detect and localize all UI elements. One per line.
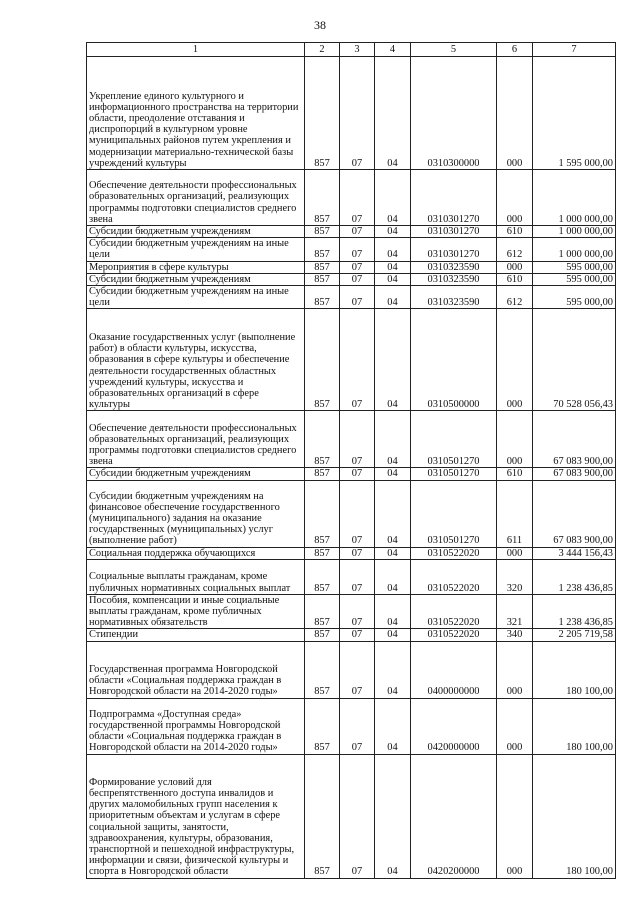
cell-target-article: 0310522020 (411, 559, 497, 594)
cell-subsection-code: 04 (375, 238, 411, 261)
cell-target-article: 0310522020 (411, 629, 497, 641)
cell-amount: 1 000 000,00 (533, 226, 616, 238)
column-header: 1 (87, 43, 305, 57)
row-name: Социальные выплаты гражданам, кроме публичных нормативных социальных выплат (87, 559, 305, 594)
cell-section-code: 07 (340, 411, 375, 468)
cell-amount: 70 528 056,43 (533, 309, 616, 411)
cell-ministry-code: 857 (305, 170, 340, 226)
cell-subsection-code: 04 (375, 411, 411, 468)
table-row (87, 698, 616, 754)
cell-expense-type: 321 (497, 594, 533, 629)
column-header: 7 (533, 43, 616, 57)
cell-expense-type: 000 (497, 411, 533, 468)
cell-expense-type: 000 (497, 641, 533, 698)
cell-ministry-code: 857 (305, 594, 340, 629)
row-name: Субсидии бюджетным учреждениям (87, 468, 305, 480)
cell-section-code: 07 (340, 629, 375, 641)
cell-subsection-code: 04 (375, 641, 411, 698)
row-name: Подпрограмма «Доступная среда» государственной программы Новгородской области «Социальная поддержка граждан в Новгородской области на 2014-2020 годы» (87, 698, 305, 754)
cell-subsection-code: 04 (375, 286, 411, 309)
cell-expense-type: 340 (497, 629, 533, 641)
cell-subsection-code: 04 (375, 170, 411, 226)
cell-target-article: 0310501270 (411, 468, 497, 480)
row-name: Стипендии (87, 629, 305, 641)
cell-expense-type: 610 (497, 468, 533, 480)
cell-ministry-code: 857 (305, 238, 340, 261)
table-row (87, 411, 616, 468)
cell-amount: 595 000,00 (533, 273, 616, 285)
table-row (87, 170, 616, 226)
cell-target-article: 0310301270 (411, 226, 497, 238)
cell-section-code: 07 (340, 57, 375, 170)
cell-ministry-code: 857 (305, 468, 340, 480)
cell-amount: 595 000,00 (533, 286, 616, 309)
cell-section-code: 07 (340, 468, 375, 480)
cell-amount: 180 100,00 (533, 698, 616, 754)
table-row (87, 754, 616, 878)
table-row (87, 57, 616, 170)
cell-expense-type: 000 (497, 261, 533, 273)
cell-subsection-code: 04 (375, 57, 411, 170)
table-row (87, 468, 616, 480)
row-name: Обеспечение деятельности профессиональных образовательных организаций, реализующих программы подготовки специалистов среднего звена (87, 170, 305, 226)
row-name: Формирование условий для беспрепятственного доступа инвалидов и других маломобильных групп населения к приоритетным объектам и услугам в сфере социальной защиты, занятости, здравоохранения, культуры, образования, транспортной и пешеходной инфраструктуры, информации и связи, физической культуры и спорта в Новгородской области (87, 754, 305, 878)
cell-ministry-code: 857 (305, 480, 340, 547)
cell-target-article: 0310501270 (411, 411, 497, 468)
table-row (87, 629, 616, 641)
cell-expense-type: 000 (497, 57, 533, 170)
cell-amount: 1 238 436,85 (533, 594, 616, 629)
cell-section-code: 07 (340, 480, 375, 547)
cell-section-code: 07 (340, 170, 375, 226)
cell-ministry-code: 857 (305, 547, 340, 559)
table-row (87, 480, 616, 547)
row-name: Субсидии бюджетным учреждениям (87, 226, 305, 238)
table-row (87, 238, 616, 261)
table-row (87, 286, 616, 309)
table-row (87, 641, 616, 698)
cell-section-code: 07 (340, 286, 375, 309)
cell-ministry-code: 857 (305, 641, 340, 698)
row-name: Субсидии бюджетным учреждениям на иные цели (87, 238, 305, 261)
table-row (87, 226, 616, 238)
cell-ministry-code: 857 (305, 226, 340, 238)
cell-ministry-code: 857 (305, 629, 340, 641)
cell-amount: 3 444 156,43 (533, 547, 616, 559)
table-row (87, 309, 616, 411)
row-name: Субсидии бюджетным учреждениям на иные цели (87, 286, 305, 309)
cell-expense-type: 000 (497, 309, 533, 411)
cell-subsection-code: 04 (375, 629, 411, 641)
cell-section-code: 07 (340, 594, 375, 629)
cell-section-code: 07 (340, 238, 375, 261)
cell-section-code: 07 (340, 698, 375, 754)
cell-section-code: 07 (340, 226, 375, 238)
cell-amount: 2 205 719,58 (533, 629, 616, 641)
cell-target-article: 0310522020 (411, 594, 497, 629)
row-name: Субсидии бюджетным учреждениям на финансовое обеспечение государственного (муниципального) задания на оказание государственных (муниципальных) услуг (выполнение работ) (87, 480, 305, 547)
cell-expense-type: 000 (497, 547, 533, 559)
cell-target-article: 0400000000 (411, 641, 497, 698)
cell-subsection-code: 04 (375, 754, 411, 878)
row-name: Государственная программа Новгородской области «Социальная поддержка граждан в Новгородской области на 2014-2020 годы» (87, 641, 305, 698)
cell-subsection-code: 04 (375, 273, 411, 285)
cell-target-article: 0310522020 (411, 547, 497, 559)
cell-subsection-code: 04 (375, 226, 411, 238)
cell-target-article: 0310500000 (411, 309, 497, 411)
cell-expense-type: 000 (497, 170, 533, 226)
cell-target-article: 0310301270 (411, 170, 497, 226)
cell-target-article: 0310301270 (411, 238, 497, 261)
row-name: Пособия, компенсации и иные социальные выплаты гражданам, кроме публичных нормативных обязательств (87, 594, 305, 629)
cell-expense-type: 612 (497, 286, 533, 309)
cell-expense-type: 000 (497, 754, 533, 878)
column-header: 2 (305, 43, 340, 57)
page-number: 38 (314, 18, 326, 32)
row-name: Оказание государственных услуг (выполнение работ) в области культуры, искусства, образования в сфере культуры и обеспечение деятельности государственных областных учреждений культуры, искусства и образовательных организаций в сфере культуры (87, 309, 305, 411)
cell-amount: 67 083 900,00 (533, 480, 616, 547)
cell-section-code: 07 (340, 309, 375, 411)
table-row (87, 547, 616, 559)
cell-amount: 1 238 436,85 (533, 559, 616, 594)
table-row (87, 261, 616, 273)
cell-subsection-code: 04 (375, 261, 411, 273)
cell-expense-type: 000 (497, 698, 533, 754)
cell-target-article: 0310323590 (411, 261, 497, 273)
cell-ministry-code: 857 (305, 411, 340, 468)
cell-ministry-code: 857 (305, 309, 340, 411)
cell-section-code: 07 (340, 273, 375, 285)
cell-target-article: 0420000000 (411, 698, 497, 754)
row-name: Обеспечение деятельности профессиональных образовательных организаций, реализующих программы подготовки специалистов среднего звена (87, 411, 305, 468)
cell-target-article: 0310501270 (411, 480, 497, 547)
cell-expense-type: 611 (497, 480, 533, 547)
cell-expense-type: 610 (497, 273, 533, 285)
row-name: Социальная поддержка обучающихся (87, 547, 305, 559)
cell-amount: 67 083 900,00 (533, 468, 616, 480)
cell-amount: 180 100,00 (533, 754, 616, 878)
cell-subsection-code: 04 (375, 309, 411, 411)
row-name: Мероприятия в сфере культуры (87, 261, 305, 273)
cell-ministry-code: 857 (305, 754, 340, 878)
cell-subsection-code: 04 (375, 559, 411, 594)
table-body (87, 57, 616, 879)
cell-section-code: 07 (340, 261, 375, 273)
cell-target-article: 0310300000 (411, 57, 497, 170)
cell-ministry-code: 857 (305, 559, 340, 594)
column-header: 6 (497, 43, 533, 57)
cell-ministry-code: 857 (305, 261, 340, 273)
cell-section-code: 07 (340, 547, 375, 559)
cell-subsection-code: 04 (375, 480, 411, 547)
cell-section-code: 07 (340, 641, 375, 698)
cell-expense-type: 320 (497, 559, 533, 594)
cell-ministry-code: 857 (305, 57, 340, 170)
cell-target-article: 0310323590 (411, 286, 497, 309)
cell-amount: 1 000 000,00 (533, 238, 616, 261)
cell-amount: 67 083 900,00 (533, 411, 616, 468)
cell-subsection-code: 04 (375, 594, 411, 629)
cell-amount: 1 595 000,00 (533, 57, 616, 170)
cell-target-article: 0420200000 (411, 754, 497, 878)
budget-table (86, 42, 616, 879)
cell-ministry-code: 857 (305, 286, 340, 309)
cell-amount: 595 000,00 (533, 261, 616, 273)
row-name: Укрепление единого культурного и информационного пространства на территории области, преодоление отставания и диспропорций в культурном уровне муниципальных районов путем укрепления и модернизации материально-технической базы учреждений культуры (87, 57, 305, 170)
cell-subsection-code: 04 (375, 698, 411, 754)
cell-ministry-code: 857 (305, 273, 340, 285)
table-row (87, 273, 616, 285)
cell-expense-type: 610 (497, 226, 533, 238)
column-header: 3 (340, 43, 375, 57)
cell-section-code: 07 (340, 754, 375, 878)
cell-amount: 1 000 000,00 (533, 170, 616, 226)
cell-subsection-code: 04 (375, 468, 411, 480)
column-header: 5 (411, 43, 497, 57)
cell-amount: 180 100,00 (533, 641, 616, 698)
cell-expense-type: 612 (497, 238, 533, 261)
cell-target-article: 0310323590 (411, 273, 497, 285)
cell-subsection-code: 04 (375, 547, 411, 559)
cell-section-code: 07 (340, 559, 375, 594)
cell-ministry-code: 857 (305, 698, 340, 754)
table-row (87, 559, 616, 594)
column-header: 4 (375, 43, 411, 57)
table-header-row (87, 43, 616, 57)
row-name: Субсидии бюджетным учреждениям (87, 273, 305, 285)
table-row (87, 594, 616, 629)
